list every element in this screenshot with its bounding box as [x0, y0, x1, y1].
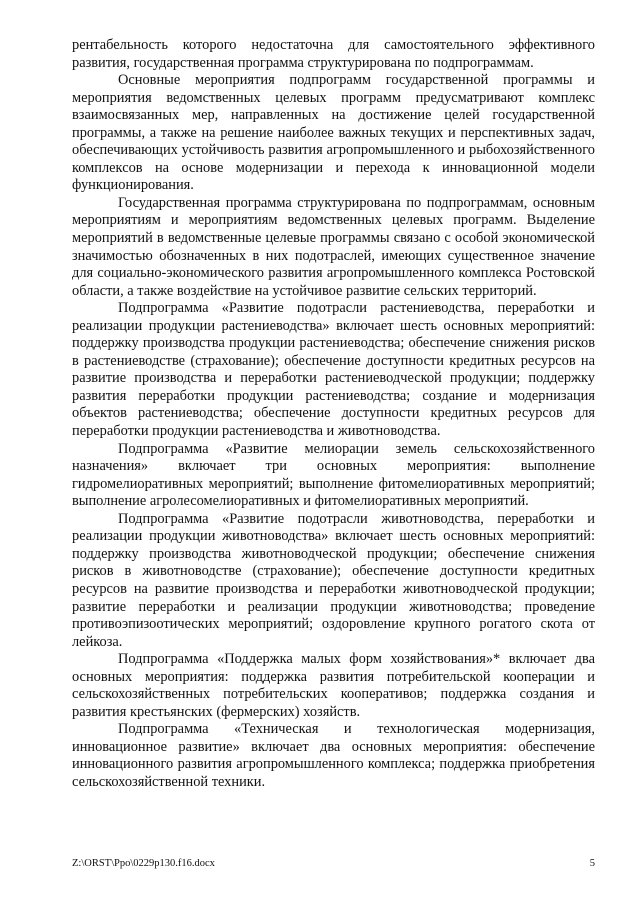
- footer-page-number: 5: [589, 858, 595, 869]
- paragraph-program-structure: Государственная программа структурирована по подпрограммам, основным мероприятиям и мероприятиям ведомственных целевых программ. Выделение мероприятий в ведомственные целевые программы связано с особой экономической значимостью обозначенных в них подотраслей, имеющих существенное значение для социально-экономического развития агропромышленного комплекса Ростовской области, а также воздействие на устойчивое развитие сельских территорий.: [72, 194, 595, 299]
- document-body: [72, 37, 595, 792]
- paragraph-subprogram-modernization: Подпрограмма «Техническая и технологическая модернизация, инновационное развитие» включает два основных мероприятия: обеспечение инновационного развития агропромышленного комплекса; поддержка приобретения сельскохозяйственной техники.: [72, 721, 595, 790]
- paragraph-subprogram-crop-production: Подпрограмма «Развитие подотрасли растениеводства, переработки и реализации продукции растениеводства» включает шесть основных мероприятий: поддержку производства продукции растениеводства; обеспечение снижения рисков в растениеводстве (страхование); обеспечение доступности кредитных ресурсов на развитие производства и переработки растениеводческой продукции; поддержку развития переработки продукции растениеводства; создание и модернизация объектов растениеводства; обеспечение доступности кредитных ресурсов для переработки продукции растениеводства и животноводства.: [72, 300, 595, 440]
- footer-file-path: Z:\ORST\Ppo\0229p130.f16.docx: [72, 858, 215, 869]
- paragraph-subprogram-livestock: Подпрограмма «Развитие подотрасли животноводства, переработки и реализации продукции животноводства» включает шесть основных мероприятий: поддержку производства животноводческой продукции; обеспечение снижения рисков в животноводстве (страхование); обеспечение доступности кредитных ресурсов на развитие производства и переработки животноводческой продукции; развитие переработки и реализации продукции животноводства; проведение противоэпизоотических мероприятий; оздоровление крупного рогатого скота от лейкоза.: [72, 510, 595, 650]
- paragraph-main-measures: Основные мероприятия подпрограмм государственной программы и мероприятия ведомственных целевых программ предусматривают комплекс взаимосвязанных мер, направленных на достижение целей государственной программы, а также на решение наиболее важных текущих и перспективных задач, обеспечивающих устойчивость развития агропромышленного и рыбохозяйственного комплексов на основе модернизации и перехода к инновационной модели функционирования.: [72, 72, 595, 194]
- paragraph-subprogram-small-farms: Подпрограмма «Поддержка малых форм хозяйствования»* включает два основных мероприятия: поддержка развития потребительской кооперации и сельскохозяйственных потребительских кооперативов; поддержка создания и развития крестьянских (фермерских) хозяйств.: [72, 651, 595, 720]
- paragraph-subprogram-land-melioration: Подпрограмма «Развитие мелиорации земель сельскохозяйственного назначения» включает три основных мероприятия: выполнение гидромелиоративных мероприятий; выполнение фитомелиоративных мероприятий; выполнение агролесомелиоративных и фитомелиоративных мероприятий.: [72, 440, 595, 510]
- paragraph-continuation: рентабельность которого недостаточна для самостоятельного эффективного развития, государственная программа структурирована по подпрограммам.: [72, 37, 595, 71]
